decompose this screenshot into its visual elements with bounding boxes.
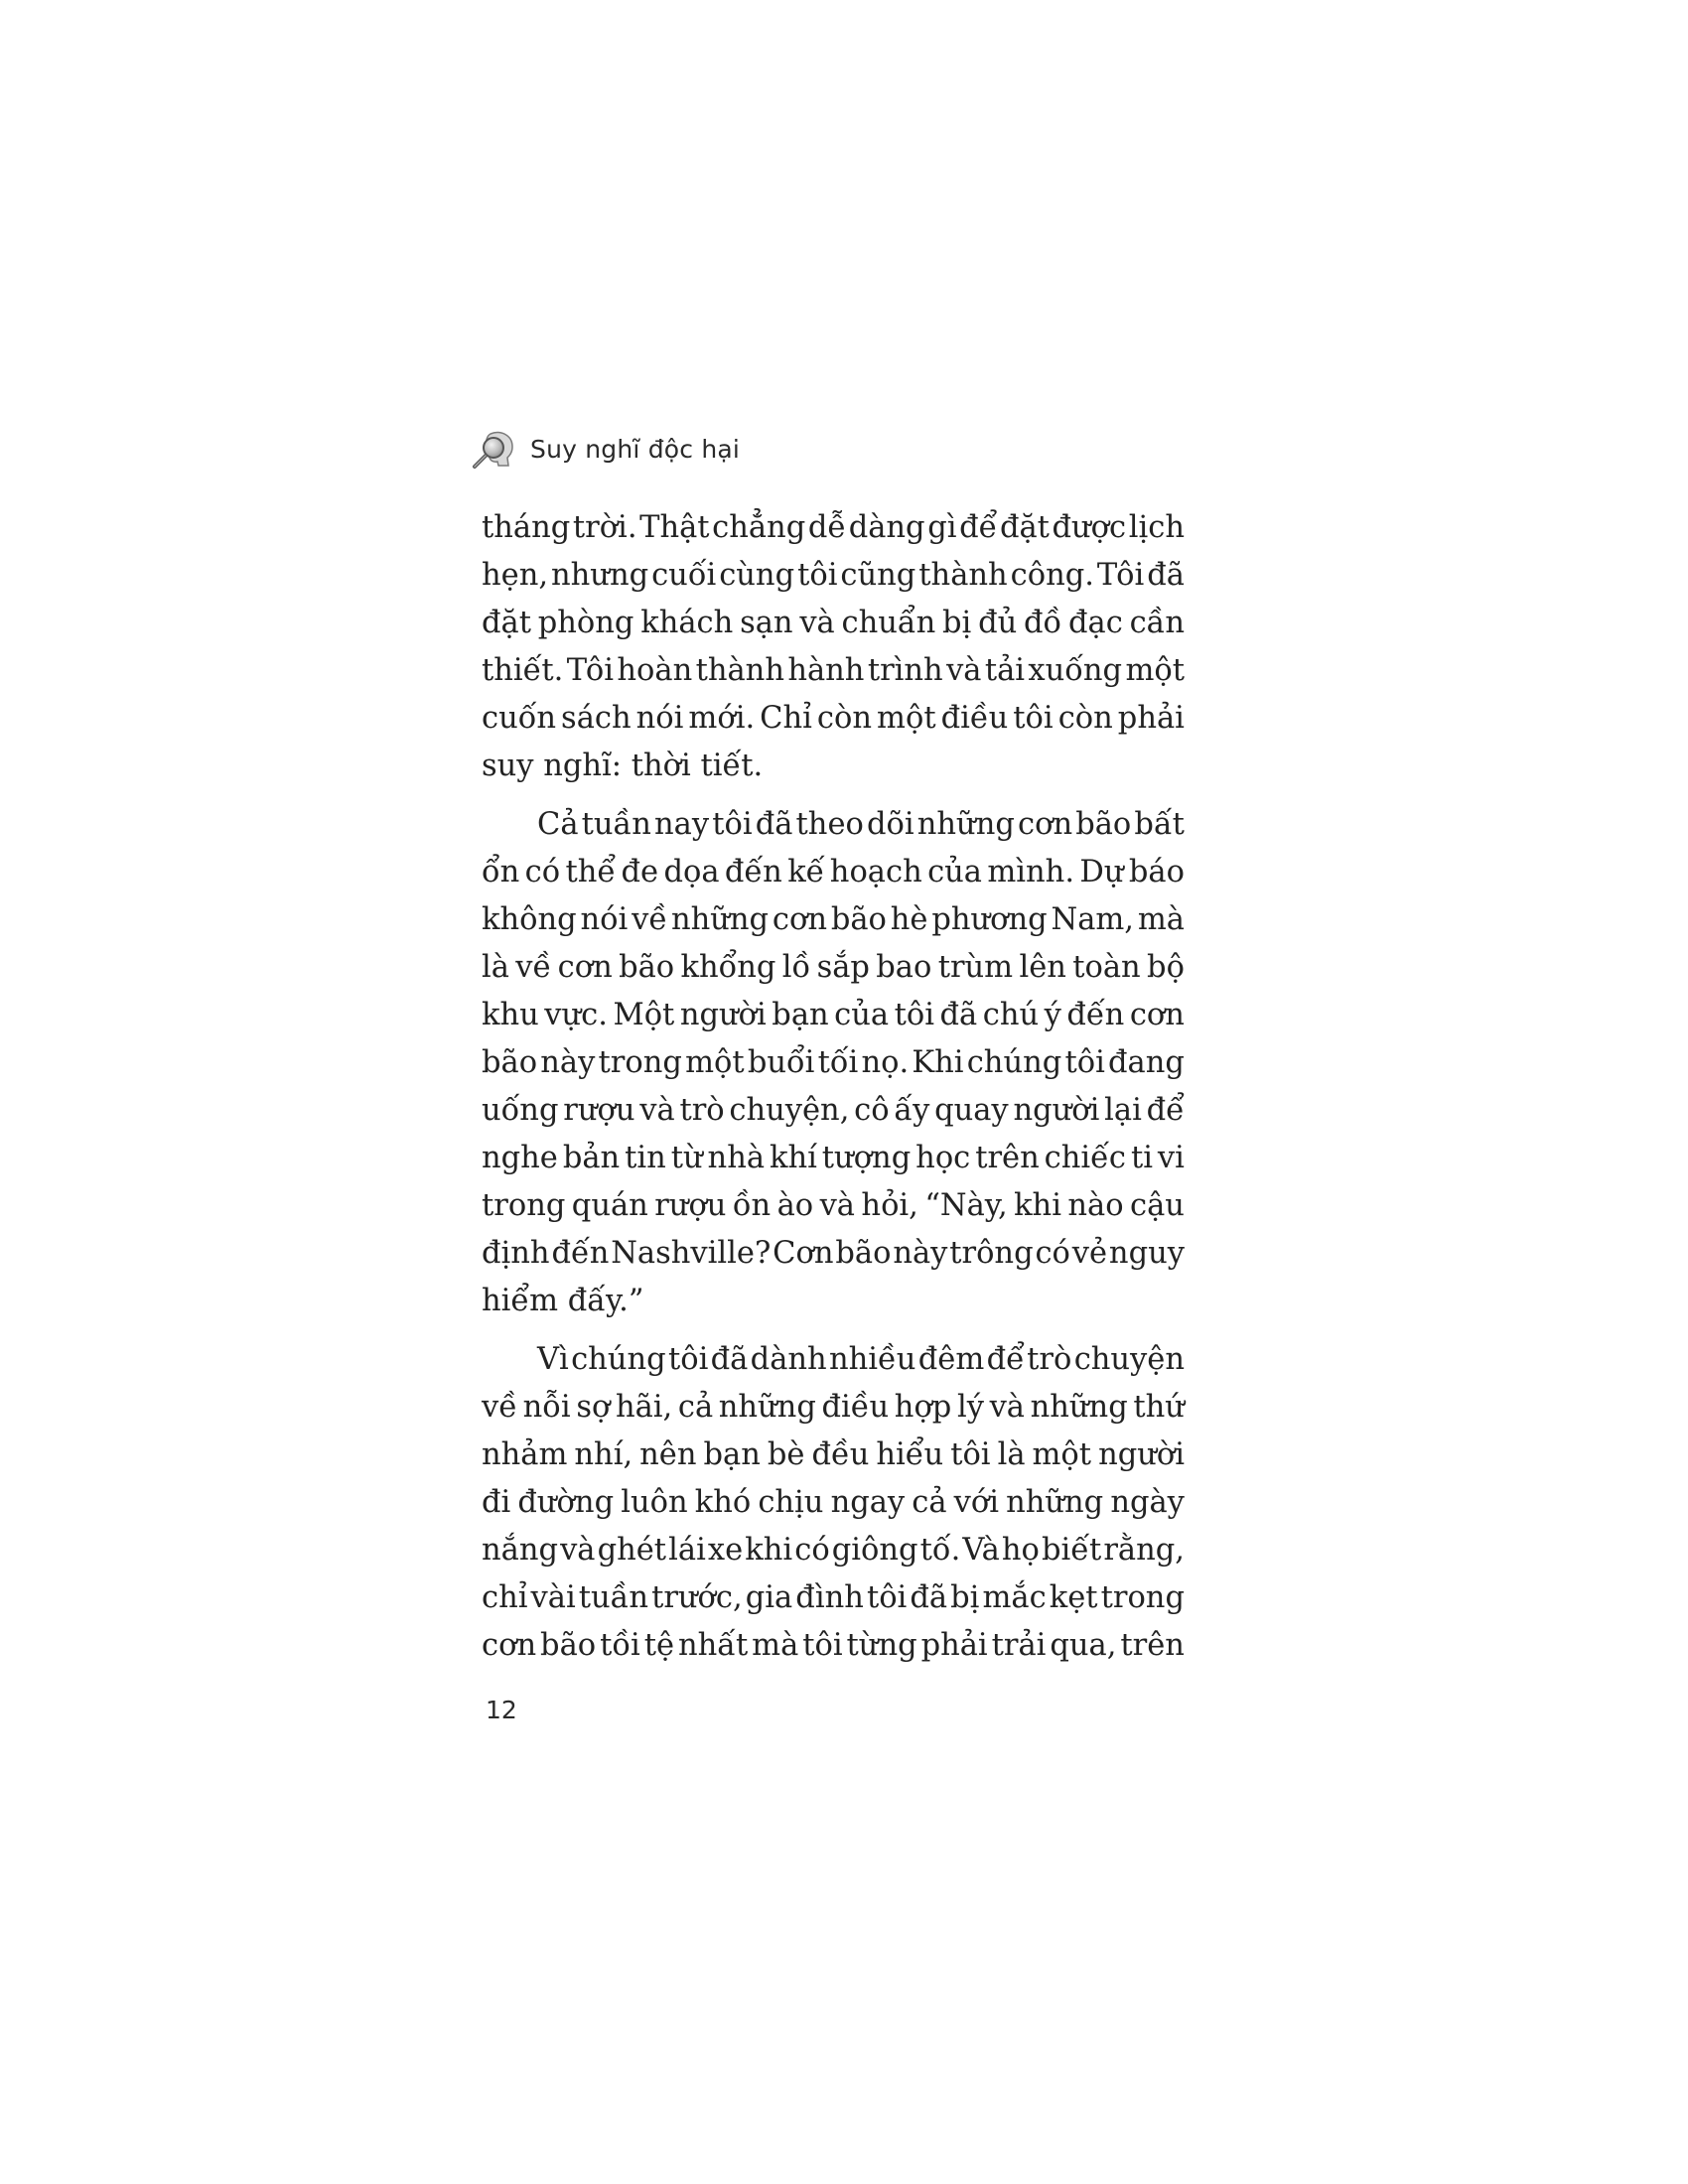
- text-line: đi đường luôn khó chịu ngay cả với những ngày: [482, 1485, 1185, 1520]
- text-line: nắng và ghét lái xe khi có giông tố. Và họ biết rằng,: [482, 1533, 1185, 1568]
- text-line: trong quán rượu ồn ào và hỏi, “Này, khi nào cậu: [482, 1188, 1185, 1223]
- text-line: khu vực. Một người bạn của tôi đã chú ý đến cơn: [482, 998, 1185, 1032]
- text-line: tháng trời. Thật chẳng dễ dàng gì để đặt được lịch: [482, 510, 1185, 545]
- text-line: cuốn sách nói mới. Chỉ còn một điều tôi còn phải: [482, 701, 1185, 736]
- text-line: nghe bản tin từ nhà khí tượng học trên chiếc ti vi: [482, 1141, 1185, 1175]
- text-line: hiểm đấy.”: [482, 1284, 644, 1318]
- paragraph: [482, 1336, 1185, 1670]
- text-line: hẹn, nhưng cuối cùng tôi cũng thành công. Tôi đã: [482, 558, 1185, 593]
- text-line: không nói về những cơn bão hè phương Nam, mà: [482, 902, 1185, 937]
- magnifier-head-icon: [471, 426, 516, 472]
- text-line: uống rượu và trò chuyện, cô ấy quay người lại để: [482, 1093, 1185, 1128]
- text-line: suy nghĩ: thời tiết.: [482, 749, 764, 783]
- text-line: nhảm nhí, nên bạn bè đều hiểu tôi là một người: [482, 1437, 1185, 1472]
- text-line: Vì chúng tôi đã dành nhiều đêm để trò chuyện: [537, 1342, 1185, 1377]
- page-number: 12: [486, 1696, 517, 1724]
- text-line: là về cơn bão khổng lồ sắp bao trùm lên toàn bộ: [482, 950, 1185, 985]
- running-header: [471, 421, 740, 477]
- text-line: đặt phòng khách sạn và chuẩn bị đủ đồ đạc cần: [482, 606, 1185, 640]
- text-line: định đến Nashville? Cơn bão này trông có vẻ nguy: [482, 1236, 1185, 1271]
- text-line: thiết. Tôi hoàn thành hành trình và tải xuống một: [482, 653, 1185, 688]
- body-text: [482, 504, 1185, 1670]
- text-line: chỉ vài tuần trước, gia đình tôi đã bị mắc kẹt trong: [482, 1580, 1185, 1615]
- paragraph: [482, 504, 1185, 790]
- text-line: ổn có thể đe dọa đến kế hoạch của mình. Dự báo: [482, 855, 1185, 889]
- paragraph: [482, 801, 1185, 1325]
- text-line: Cả tuần nay tôi đã theo dõi những cơn bão bất: [537, 807, 1185, 842]
- running-header-title: Suy nghĩ độc hại: [530, 434, 741, 464]
- text-line: cơn bão tồi tệ nhất mà tôi từng phải trải qua, trên: [482, 1628, 1185, 1663]
- text-line: bão này trong một buổi tối nọ. Khi chúng tôi đang: [482, 1045, 1185, 1080]
- text-line: về nỗi sợ hãi, cả những điều hợp lý và những thứ: [482, 1390, 1185, 1425]
